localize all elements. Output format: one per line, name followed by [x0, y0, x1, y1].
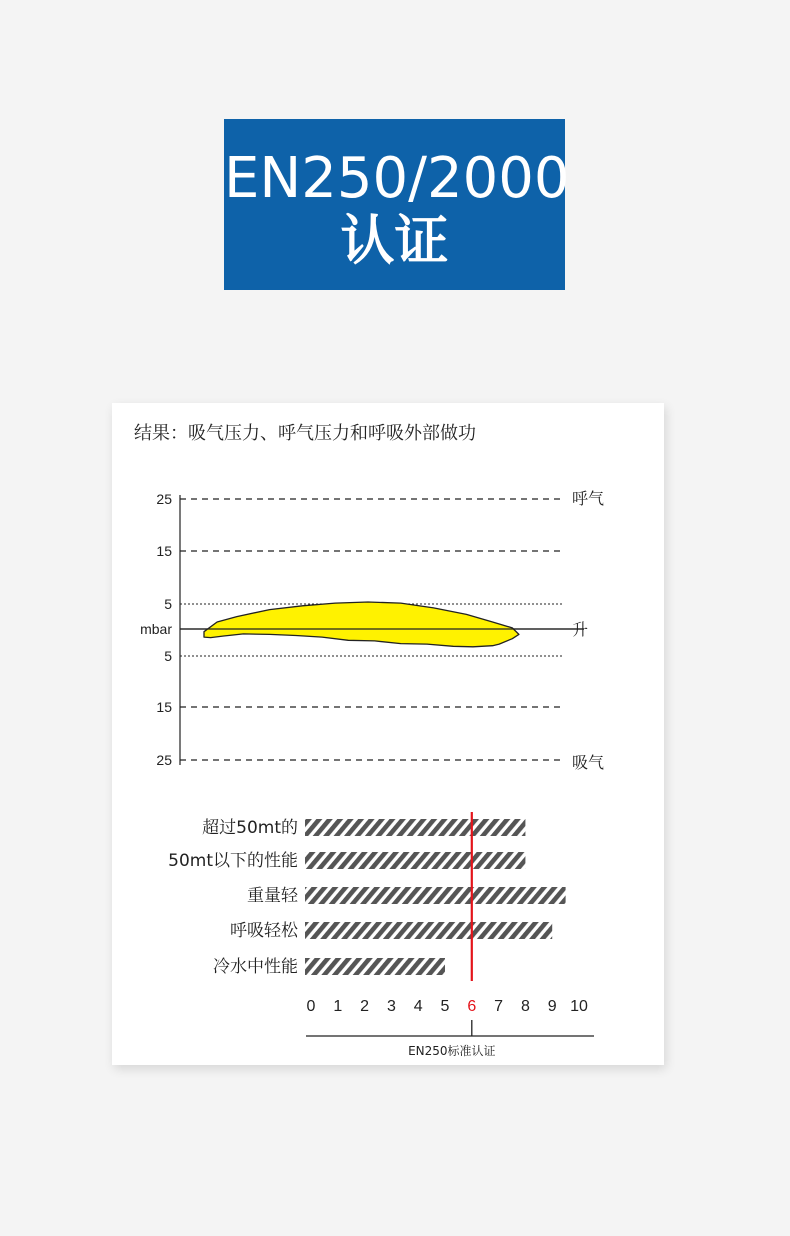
card-title: 结果：吸气压力、呼气压力和呼吸外部做功 [134, 423, 476, 444]
x-tick-label: 4 [413, 998, 423, 1015]
x-tick-label: 10 [570, 998, 588, 1015]
category-label: 50mt以下的性能 [168, 851, 298, 871]
x-tick-label: 7 [494, 998, 504, 1015]
banner-certification-label: 认证 [340, 209, 449, 272]
x-tick-label: 8 [520, 998, 530, 1015]
rating-bar [305, 958, 445, 975]
certification-banner [224, 119, 570, 290]
y-tick-label: 15 [156, 543, 172, 559]
x-tick-label: 3 [386, 998, 396, 1015]
y-tick-label: 25 [156, 752, 172, 768]
y-tick-label: 15 [156, 699, 172, 715]
category-label: 冷水中性能 [213, 957, 298, 977]
y-tick-label: 5 [164, 648, 172, 664]
label-liter: 升 [572, 620, 589, 639]
x-tick-label: 0 [306, 998, 316, 1015]
x-axis-label: EN250标准认证 [408, 1044, 496, 1058]
rating-bar [305, 887, 566, 904]
y-tick-label: 5 [164, 596, 172, 612]
category-label: 呼吸轻松 [230, 921, 298, 941]
category-label: 重量轻 [247, 886, 298, 906]
label-inhale: 吸气 [572, 753, 605, 772]
x-tick-label: 2 [360, 998, 370, 1015]
y-tick-label: mbar [140, 621, 172, 637]
x-tick-label: 1 [333, 998, 343, 1015]
rating-bar [305, 922, 552, 939]
rating-bar [305, 852, 525, 869]
results-card [112, 403, 664, 1065]
x-tick-label: 5 [440, 998, 450, 1015]
y-tick-label: 25 [156, 491, 172, 507]
category-label: 超过50mt的 [202, 818, 298, 838]
rating-bar [305, 819, 525, 836]
breathing-work-area [204, 602, 519, 647]
results-chart-svg [112, 403, 664, 1065]
x-tick-label: 9 [547, 998, 557, 1015]
x-tick-label: 6 [467, 998, 477, 1015]
banner-standard-code: EN250/2000 [224, 146, 570, 211]
label-exhale: 呼气 [572, 489, 605, 508]
